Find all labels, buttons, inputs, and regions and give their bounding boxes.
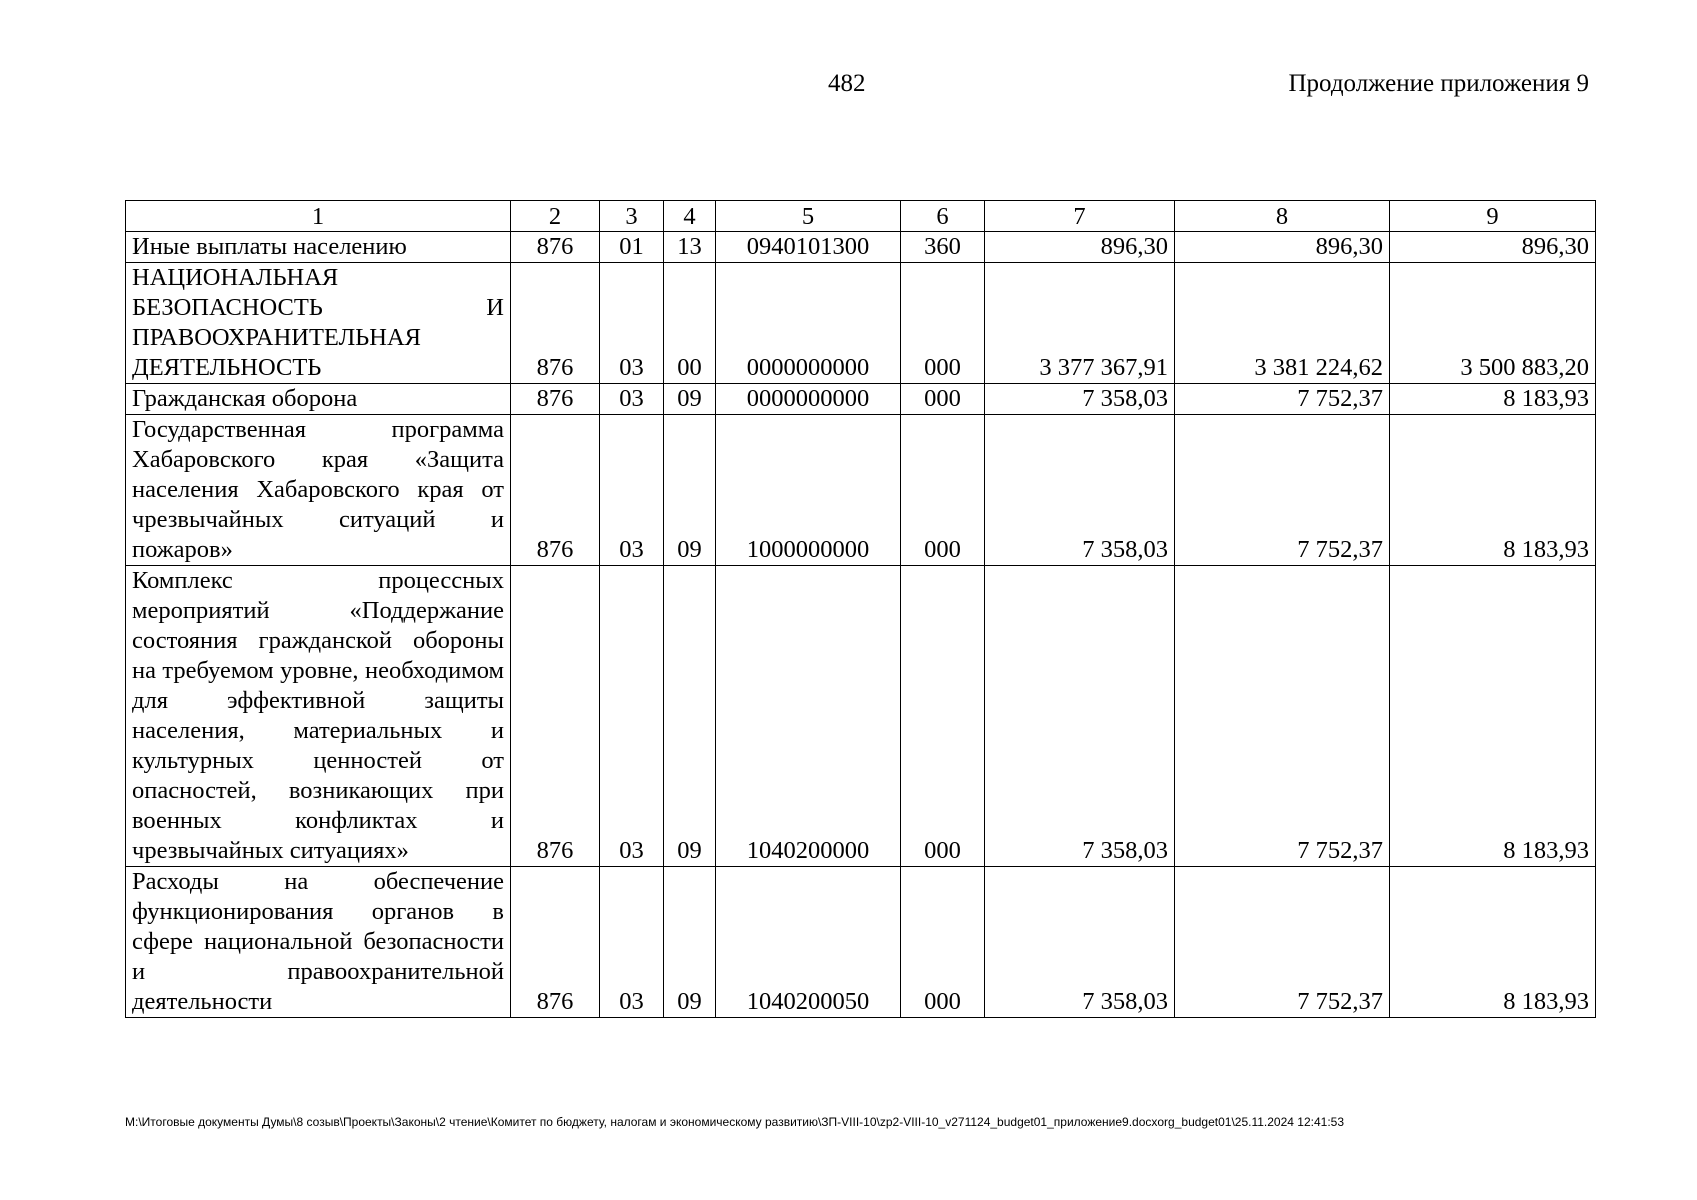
cell-section: 03 — [600, 263, 664, 384]
cell-expense-type: 000 — [901, 384, 985, 415]
cell-amount-year3: 8 183,93 — [1390, 384, 1596, 415]
cell-amount-year1: 896,30 — [985, 232, 1175, 263]
column-header: 5 — [716, 201, 901, 232]
cell-subsection: 09 — [664, 566, 716, 867]
cell-amount-year2: 7 752,37 — [1175, 415, 1390, 566]
cell-ministry-code: 876 — [511, 384, 600, 415]
row-name: Иные выплаты населению — [126, 232, 511, 263]
cell-target-article: 0000000000 — [716, 384, 901, 415]
cell-amount-year3: 3 500 883,20 — [1390, 263, 1596, 384]
cell-section: 03 — [600, 384, 664, 415]
table-row — [126, 232, 1596, 263]
table-row — [126, 566, 1596, 867]
column-header: 6 — [901, 201, 985, 232]
cell-section: 03 — [600, 867, 664, 1018]
cell-amount-year1: 7 358,03 — [985, 867, 1175, 1018]
column-header: 3 — [600, 201, 664, 232]
cell-amount-year2: 7 752,37 — [1175, 867, 1390, 1018]
cell-section: 03 — [600, 415, 664, 566]
cell-ministry-code: 876 — [511, 232, 600, 263]
cell-amount-year3: 896,30 — [1390, 232, 1596, 263]
row-name: Расходы на обеспечение функционирования органов в сфере национальной безопасности и правоохранительной деятельности — [126, 867, 511, 1018]
file-path-footer: M:\Итоговые документы Думы\8 созыв\Проекты\Законы\2 чтение\Комитет по бюджету, налогам и экономическому развитию\ЗП-VIII-10\zp2-VIII-10_v271124_budget01_приложение9.docxorg_budget01\25.11.2024 12:41:53 — [125, 1115, 1345, 1129]
cell-amount-year1: 7 358,03 — [985, 415, 1175, 566]
table-row — [126, 867, 1596, 1018]
column-header: 4 — [664, 201, 716, 232]
cell-section: 01 — [600, 232, 664, 263]
cell-amount-year3: 8 183,93 — [1390, 415, 1596, 566]
row-name: Гражданская оборона — [126, 384, 511, 415]
cell-amount-year1: 7 358,03 — [985, 384, 1175, 415]
column-number-row — [126, 201, 1596, 232]
column-header: 2 — [511, 201, 600, 232]
cell-expense-type: 000 — [901, 415, 985, 566]
cell-amount-year3: 8 183,93 — [1390, 867, 1596, 1018]
cell-expense-type: 000 — [901, 263, 985, 384]
cell-subsection: 13 — [664, 232, 716, 263]
cell-amount-year3: 8 183,93 — [1390, 566, 1596, 867]
row-name: Государственная программа Хабаровского края «Защита населения Хабаровского края от чрезвычайных ситуаций и пожаров» — [126, 415, 511, 566]
cell-target-article: 0000000000 — [716, 263, 901, 384]
cell-target-article: 1040200000 — [716, 566, 901, 867]
cell-expense-type: 000 — [901, 566, 985, 867]
appendix-continuation-title: Продолжение приложения 9 — [1288, 70, 1589, 97]
cell-amount-year2: 7 752,37 — [1175, 566, 1390, 867]
cell-ministry-code: 876 — [511, 263, 600, 384]
cell-section: 03 — [600, 566, 664, 867]
column-header: 1 — [126, 201, 511, 232]
cell-subsection: 09 — [664, 415, 716, 566]
row-name: Комплекс процессных мероприятий «Поддержание состояния гражданской обороны на требуемом уровне, необходимом для эффективной защиты населения, материальных и культурных ценностей от опасностей, возникающих при военных конфликтах и чрезвычайных ситуациях» — [126, 566, 511, 867]
cell-ministry-code: 876 — [511, 566, 600, 867]
cell-target-article: 1040200050 — [716, 867, 901, 1018]
column-header: 7 — [985, 201, 1175, 232]
cell-subsection: 09 — [664, 867, 716, 1018]
cell-expense-type: 000 — [901, 867, 985, 1018]
cell-expense-type: 360 — [901, 232, 985, 263]
cell-subsection: 09 — [664, 384, 716, 415]
table-row — [126, 384, 1596, 415]
cell-ministry-code: 876 — [511, 415, 600, 566]
cell-amount-year2: 7 752,37 — [1175, 384, 1390, 415]
cell-amount-year2: 3 381 224,62 — [1175, 263, 1390, 384]
cell-amount-year2: 896,30 — [1175, 232, 1390, 263]
page-number: 482 — [828, 70, 866, 97]
budget-table — [125, 200, 1596, 1018]
column-header: 8 — [1175, 201, 1390, 232]
column-header: 9 — [1390, 201, 1596, 232]
table-row — [126, 263, 1596, 384]
cell-subsection: 00 — [664, 263, 716, 384]
cell-target-article: 1000000000 — [716, 415, 901, 566]
row-name: НАЦИОНАЛЬНАЯ БЕЗОПАСНОСТЬ И ПРАВООХРАНИТЕЛЬНАЯ ДЕЯТЕЛЬНОСТЬ — [126, 263, 511, 384]
cell-amount-year1: 3 377 367,91 — [985, 263, 1175, 384]
table-row — [126, 415, 1596, 566]
cell-ministry-code: 876 — [511, 867, 600, 1018]
cell-amount-year1: 7 358,03 — [985, 566, 1175, 867]
cell-target-article: 0940101300 — [716, 232, 901, 263]
